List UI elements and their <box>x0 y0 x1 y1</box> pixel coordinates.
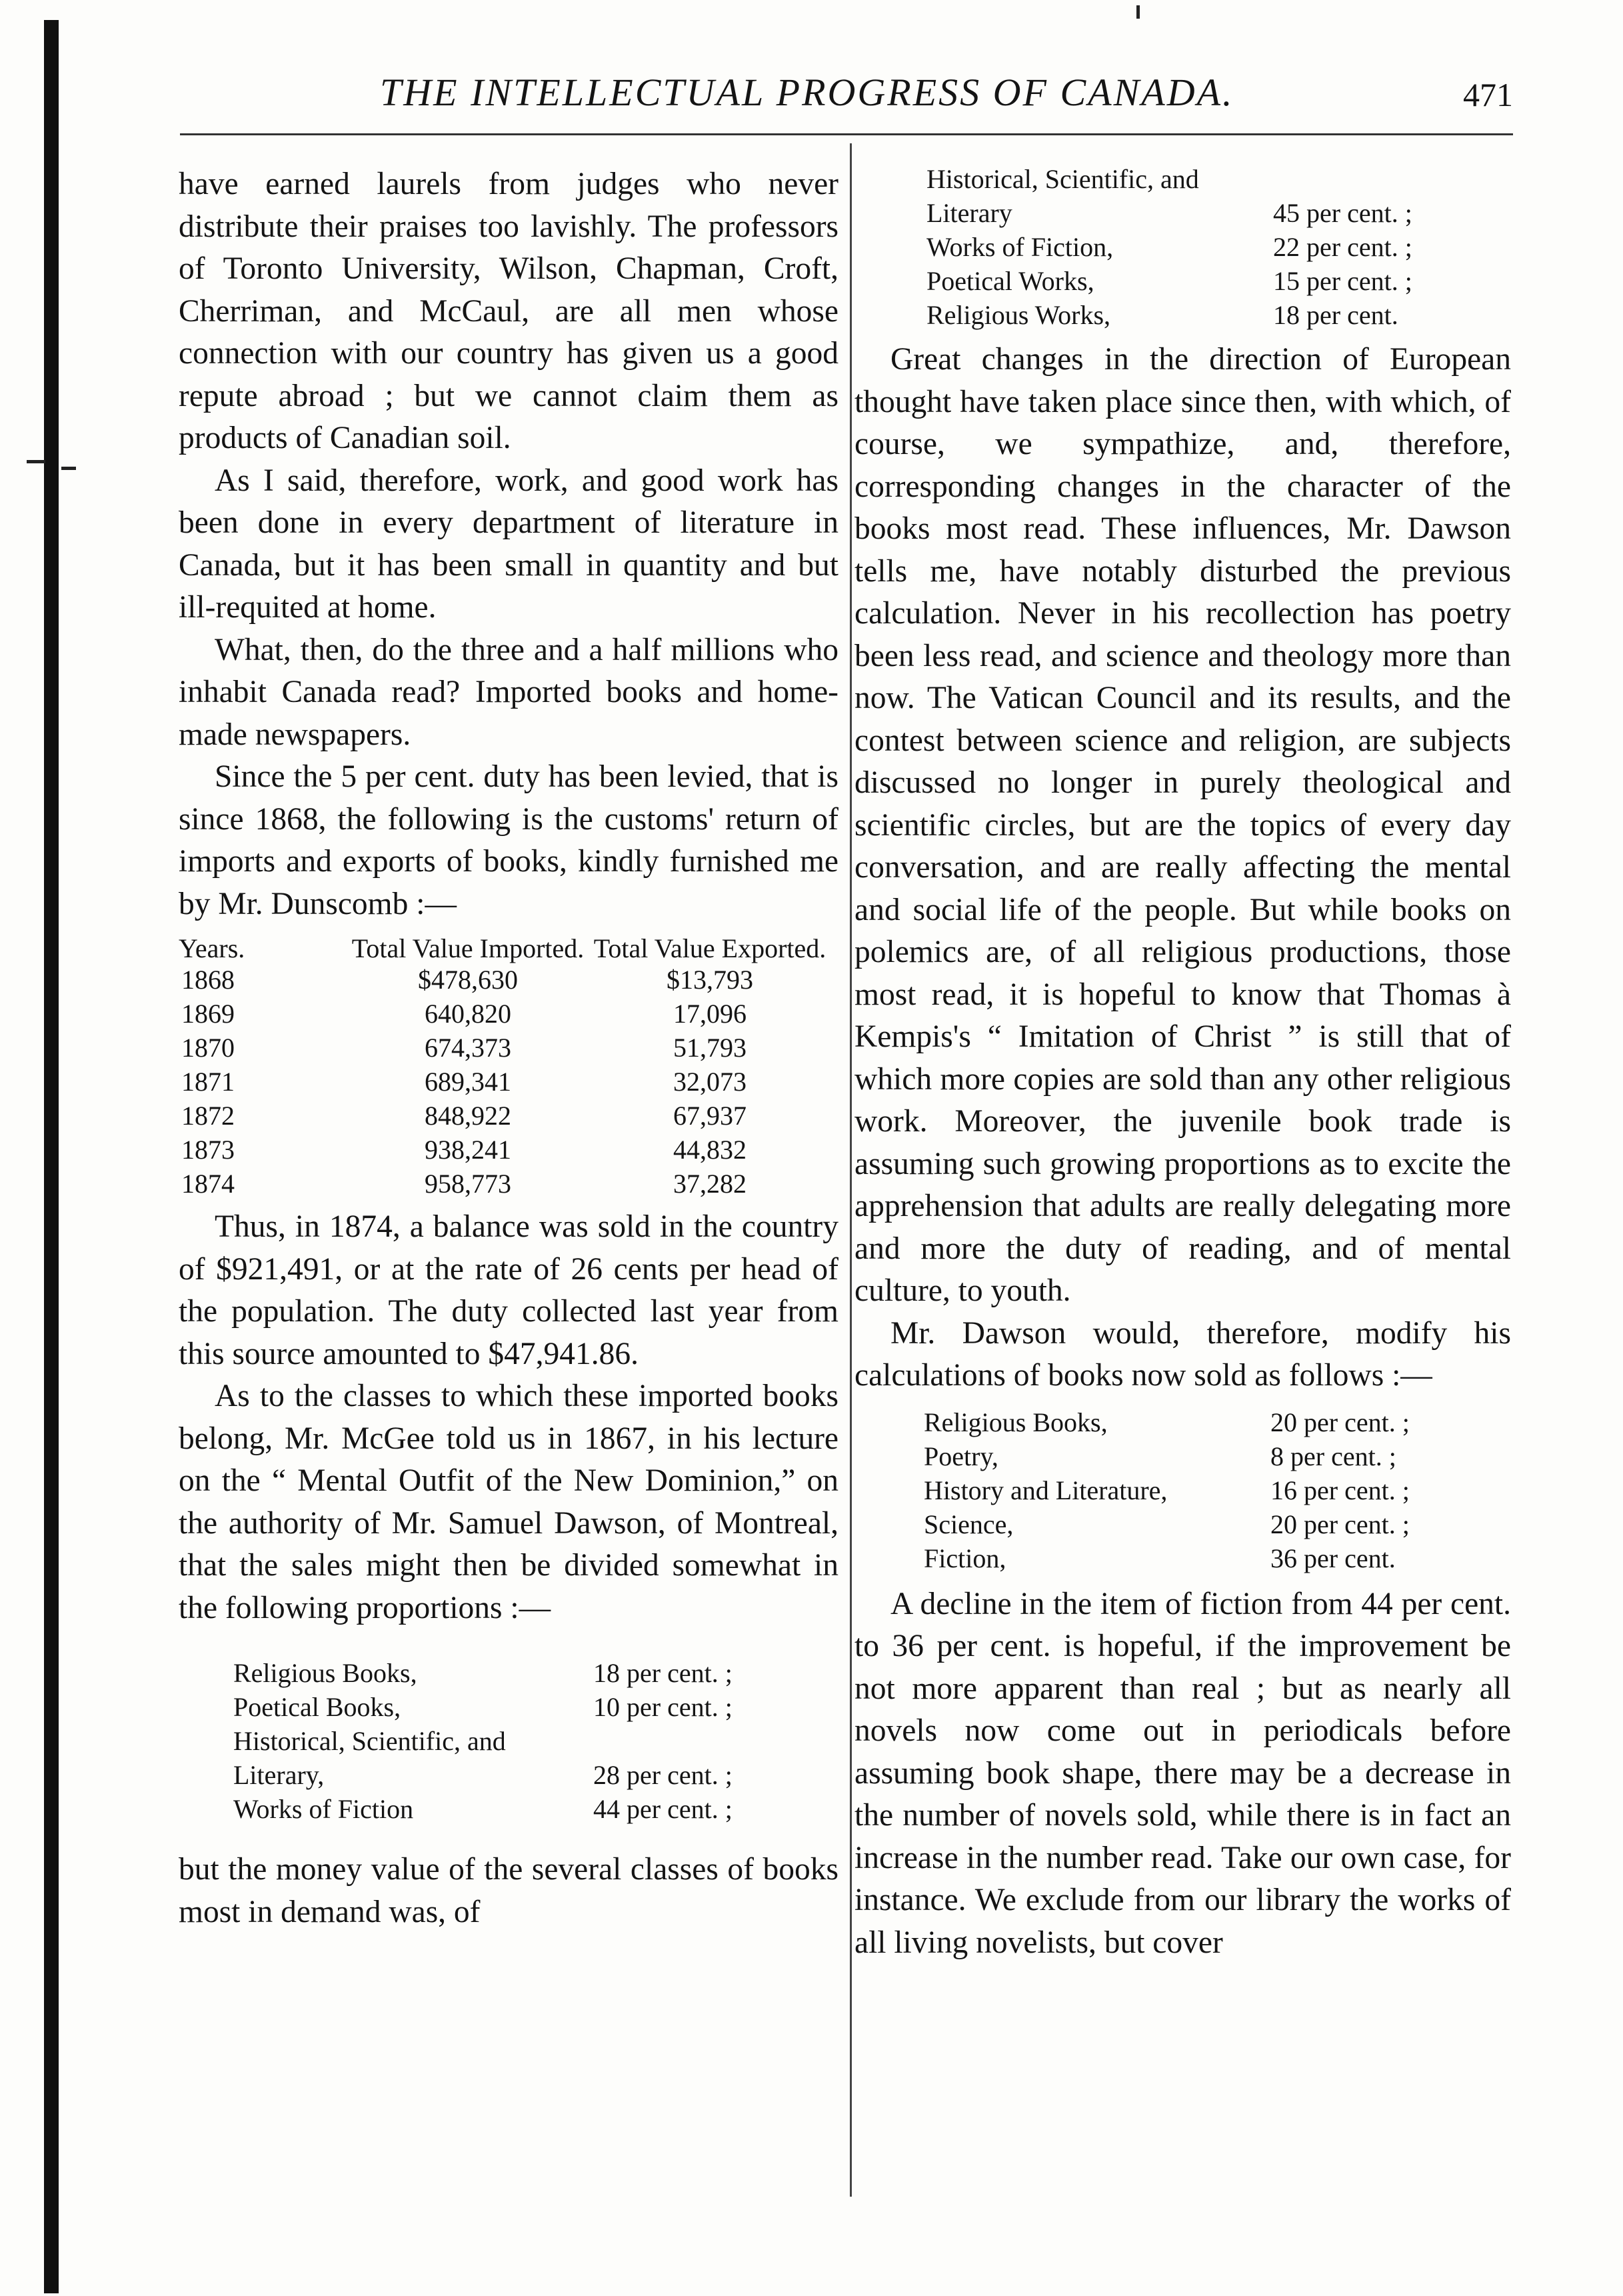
imported-cell: 958,773 <box>425 1169 511 1199</box>
column-divider <box>850 143 852 2197</box>
category-name: Works of Fiction, <box>926 232 1114 262</box>
paragraph: A decline in the item of fiction from 44 per cent. to 36 per cent. is hopeful, if the improvement be not more apparent than real ; but as nearly all novels now come out in periodicals before assuming book shape, there may be a decrease in the number of novels sold, while there is in fact an increase in the number read. Take our own case, for instance. We exclude from our library the works of all living novelists, but cover <box>854 1586 1511 1960</box>
category-value: 16 per cent. ; <box>1270 1475 1410 1505</box>
table-row <box>179 1099 832 1133</box>
table-row <box>179 1065 832 1099</box>
table-row <box>924 1439 1497 1473</box>
running-header <box>180 70 1513 117</box>
imported-cell: $478,630 <box>418 965 518 995</box>
category-value: 20 per cent. ; <box>1270 1509 1410 1539</box>
table-row <box>233 1656 820 1690</box>
category-name: Religious Books, <box>233 1658 417 1688</box>
proportions-money-table <box>926 162 1500 332</box>
table-row <box>233 1792 820 1826</box>
header-rule <box>180 133 1513 135</box>
year-cell: 1873 <box>181 1135 235 1165</box>
table-row <box>926 298 1500 332</box>
table-row <box>179 1133 832 1167</box>
category-name: Science, <box>924 1509 1014 1539</box>
scan-speck <box>27 460 45 463</box>
scan-speck <box>1136 5 1140 19</box>
table-row <box>926 264 1500 298</box>
year-cell: 1869 <box>181 999 235 1029</box>
category-value: 18 per cent. ; <box>593 1658 733 1688</box>
table-row <box>926 230 1500 264</box>
table-row <box>924 1541 1497 1575</box>
category-name: Poetical Books, <box>233 1692 401 1722</box>
category-name: Works of Fiction <box>233 1794 414 1824</box>
paragraph: As to the classes to which these imported books belong, Mr. McGee told us in 1867, in his lecture on the “ Mental Outfit of the New Dominion,” on the authority of Mr. Samuel Dawson, of Montreal, that the sales might then be divided somewhat in the following proportions :— <box>179 1379 838 1625</box>
scan-speck <box>61 467 76 470</box>
proportions-now-table <box>924 1405 1497 1575</box>
exported-cell: 32,073 <box>673 1067 747 1097</box>
imported-cell: 848,922 <box>425 1101 511 1131</box>
paragraph: What, then, do the three and a half millions who inhabit Canada read? Imported books and home-made newspapers. <box>179 632 838 752</box>
category-name: Religious Books, <box>924 1407 1108 1437</box>
category-name: Historical, Scientific, and <box>926 164 1199 194</box>
category-value: 15 per cent. ; <box>1273 266 1412 296</box>
category-value: 36 per cent. <box>1270 1543 1396 1573</box>
proportions-1867-table <box>233 1656 820 1826</box>
imports-exports-table <box>179 935 832 1201</box>
table-row <box>233 1724 820 1758</box>
table-row <box>179 963 832 997</box>
exported-cell: 67,937 <box>673 1101 747 1131</box>
paragraph: but the money value of the several classes of books most in demand was, of <box>179 1852 838 1929</box>
category-value: 45 per cent. ; <box>1273 198 1412 228</box>
category-value: 28 per cent. ; <box>593 1760 733 1790</box>
left-column <box>179 163 838 1933</box>
paragraph: Thus, in 1874, a balance was sold in the country of $921,491, or at the rate of 26 cents per head of the population. The duty collected last year from this source amounted to $47,941.86. <box>179 1209 838 1371</box>
category-value: 10 per cent. ; <box>593 1692 733 1722</box>
page-number: 471 <box>1463 76 1513 113</box>
table-row <box>924 1507 1497 1541</box>
category-name: Literary, <box>233 1760 325 1790</box>
exported-cell: 17,096 <box>673 999 747 1029</box>
table-row <box>233 1758 820 1792</box>
imported-cell: 640,820 <box>425 999 511 1029</box>
category-name: Religious Works, <box>926 300 1111 330</box>
category-value: 22 per cent. ; <box>1273 232 1412 262</box>
exported-cell: 37,282 <box>673 1169 747 1199</box>
paragraph: Since the 5 per cent. duty has been levied, that is since 1868, the following is the customs' return of imports and exports of books, kindly furnished me by Mr. Dunscomb :— <box>179 759 838 921</box>
year-cell: 1870 <box>181 1033 235 1063</box>
category-name: History and Literature, <box>924 1475 1168 1505</box>
category-name: Fiction, <box>924 1543 1006 1573</box>
exported-cell: $13,793 <box>667 965 753 995</box>
right-column <box>854 163 1511 1964</box>
imported-cell: 689,341 <box>425 1067 511 1097</box>
category-name: Literary <box>926 198 1012 228</box>
category-name: Poetry, <box>924 1441 998 1471</box>
page-binding-edge <box>44 20 59 2293</box>
category-value <box>593 1724 820 1758</box>
category-value: 44 per cent. ; <box>593 1794 733 1824</box>
category-value <box>1273 162 1500 196</box>
imported-cell: 938,241 <box>425 1135 511 1165</box>
exported-cell: 44,832 <box>673 1135 747 1165</box>
running-title: THE INTELLECTUAL PROGRESS OF CANADA. <box>380 71 1234 114</box>
category-name: Historical, Scientific, and <box>233 1726 506 1756</box>
table-row <box>926 196 1500 230</box>
category-value: 20 per cent. ; <box>1270 1407 1410 1437</box>
table-row <box>179 1031 832 1065</box>
paragraph: Great changes in the direction of European thought have taken place since then, with which, of course, we sympathize, and, therefore, corresponding changes in the character of the books most read. These influences, Mr. Dawson tells me, have notably disturbed the previous calculation. Never in his recollection has poetry been less read, and science and theology more than now. The Vatican Council and its results, and the contest between science and religion, are subjects discussed no longer in purely theological and scientific circles, but are the topics of every day conversation, and are really affecting the mental and social life of the people. But while books on polemics are, of all religious productions, those most read, it is hopeful to know that Thomas à Kempis's “ Imitation of Christ ” is still that of which more copies are sold than any other religious work. Moreover, the juvenile book trade is assuming such growing proportions as to excite the apprehension that adults are really delegating more and more the duty of reading, and of mental culture, to youth. <box>854 342 1511 1308</box>
year-cell: 1874 <box>181 1169 235 1199</box>
exported-cell: 51,793 <box>673 1033 747 1063</box>
table-row <box>233 1690 820 1724</box>
column-header-exported: Total Value Exported. <box>593 933 826 963</box>
paragraph: As I said, therefore, work, and good work has been done in every department of literature in Canada, but it has been small in quantity and but ill-requited at home. <box>179 463 838 625</box>
table-row <box>924 1405 1497 1439</box>
year-cell: 1872 <box>181 1101 235 1131</box>
column-header-years: Years. <box>179 933 245 963</box>
year-cell: 1871 <box>181 1067 235 1097</box>
table-row <box>179 1167 832 1201</box>
column-header-imported: Total Value Imported. <box>351 933 585 963</box>
table-row <box>924 1473 1497 1507</box>
paragraph: Mr. Dawson would, therefore, modify his calculations of books now sold as follows :— <box>854 1315 1511 1393</box>
table-header-row <box>179 935 832 963</box>
category-name: Poetical Works, <box>926 266 1094 296</box>
category-value: 8 per cent. ; <box>1270 1441 1396 1471</box>
year-cell: 1868 <box>181 965 235 995</box>
table-row <box>926 162 1500 196</box>
imported-cell: 674,373 <box>425 1033 511 1063</box>
table-row <box>179 997 832 1031</box>
category-value: 18 per cent. <box>1273 300 1398 330</box>
paragraph: have earned laurels from judges who never distribute their praises too lavishly. The professors of Toronto University, Wilson, Chapman, Croft, Cherriman, and McCaul, are all men whose connection with our country has given us a good repute abroad ; but we cannot claim them as products of Canadian soil. <box>179 167 838 455</box>
